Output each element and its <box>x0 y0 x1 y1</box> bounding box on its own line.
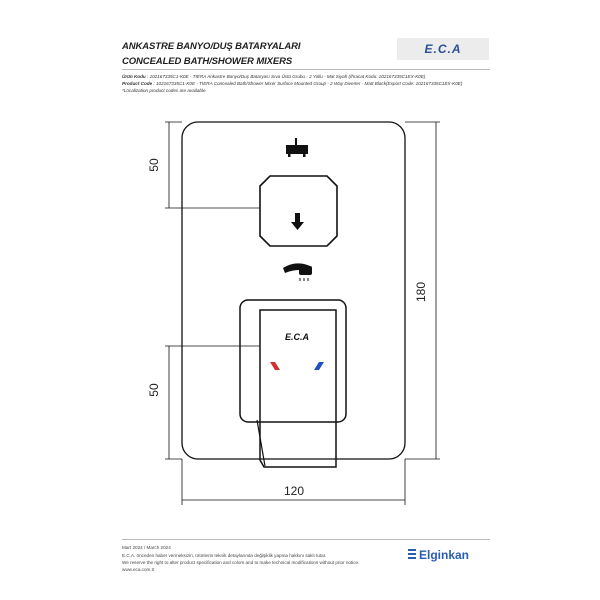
title-english: CONCEALED BATH/SHOWER MIXERS <box>122 56 293 67</box>
product-code-tr-label: Ürün Kodu <box>122 74 146 79</box>
cold-indicator-icon <box>314 362 324 370</box>
product-code-en-label: Product Code <box>122 81 153 86</box>
footer-note-tr: E.C.A. önceden haber vermeksizin, ürünlerin teknik detaylarında değişiklik yapma hakkını saklı tutar. <box>122 553 327 558</box>
footer-date: Mart 2024 / March 2024 <box>122 545 171 550</box>
eca-logo-text: E.C.A <box>424 42 462 56</box>
footer-website[interactable]: www.eca.com.tr <box>122 567 155 572</box>
elginkan-logo <box>408 548 469 562</box>
diverter-knob <box>260 176 337 246</box>
bath-tub-icon <box>286 138 308 157</box>
dim-top-50-label: 50 <box>147 158 161 172</box>
product-code-en-text: : 102167335C1-K0E - TIERA Concealed Bath/Shower Mixer Surface Mounted Group - 2 Way Diverter - Matt Black(Export Code: 102167335C1EX-K0E) <box>153 81 463 86</box>
localization-note: *Localization product codes are available. <box>122 88 207 93</box>
hot-indicator-icon <box>270 362 280 370</box>
hand-shower-icon <box>283 263 312 281</box>
footer-divider <box>122 539 490 540</box>
elginkan-mark-icon <box>408 549 416 559</box>
dim-width-120-label: 120 <box>283 484 305 498</box>
dim-height-180-label: 180 <box>414 281 428 303</box>
dim-bottom-50-label: 50 <box>147 383 161 397</box>
product-code-tr-text: : 102167335C1-K0E - TIERA Ankastre Banyo/Duş Bataryası Sıva Üstü Grubu - 2 Yollu - Mat Siyah (İhracat Kodu: 102167335C1EX-K0E) <box>147 74 426 79</box>
handle-logo: E.C.A <box>284 332 310 342</box>
mixer-lever-base <box>240 300 346 422</box>
wall-plate-outline <box>182 122 405 459</box>
title-turkish: ANKASTRE BANYO/DUŞ BATARYALARI <box>122 41 301 52</box>
footer-note-en: We reserve the right to alter product specification and colors and to make technical modifications without prior notice. <box>122 560 360 565</box>
elginkan-logo-text: Elginkan <box>419 548 470 562</box>
down-arrow-icon <box>291 213 304 230</box>
